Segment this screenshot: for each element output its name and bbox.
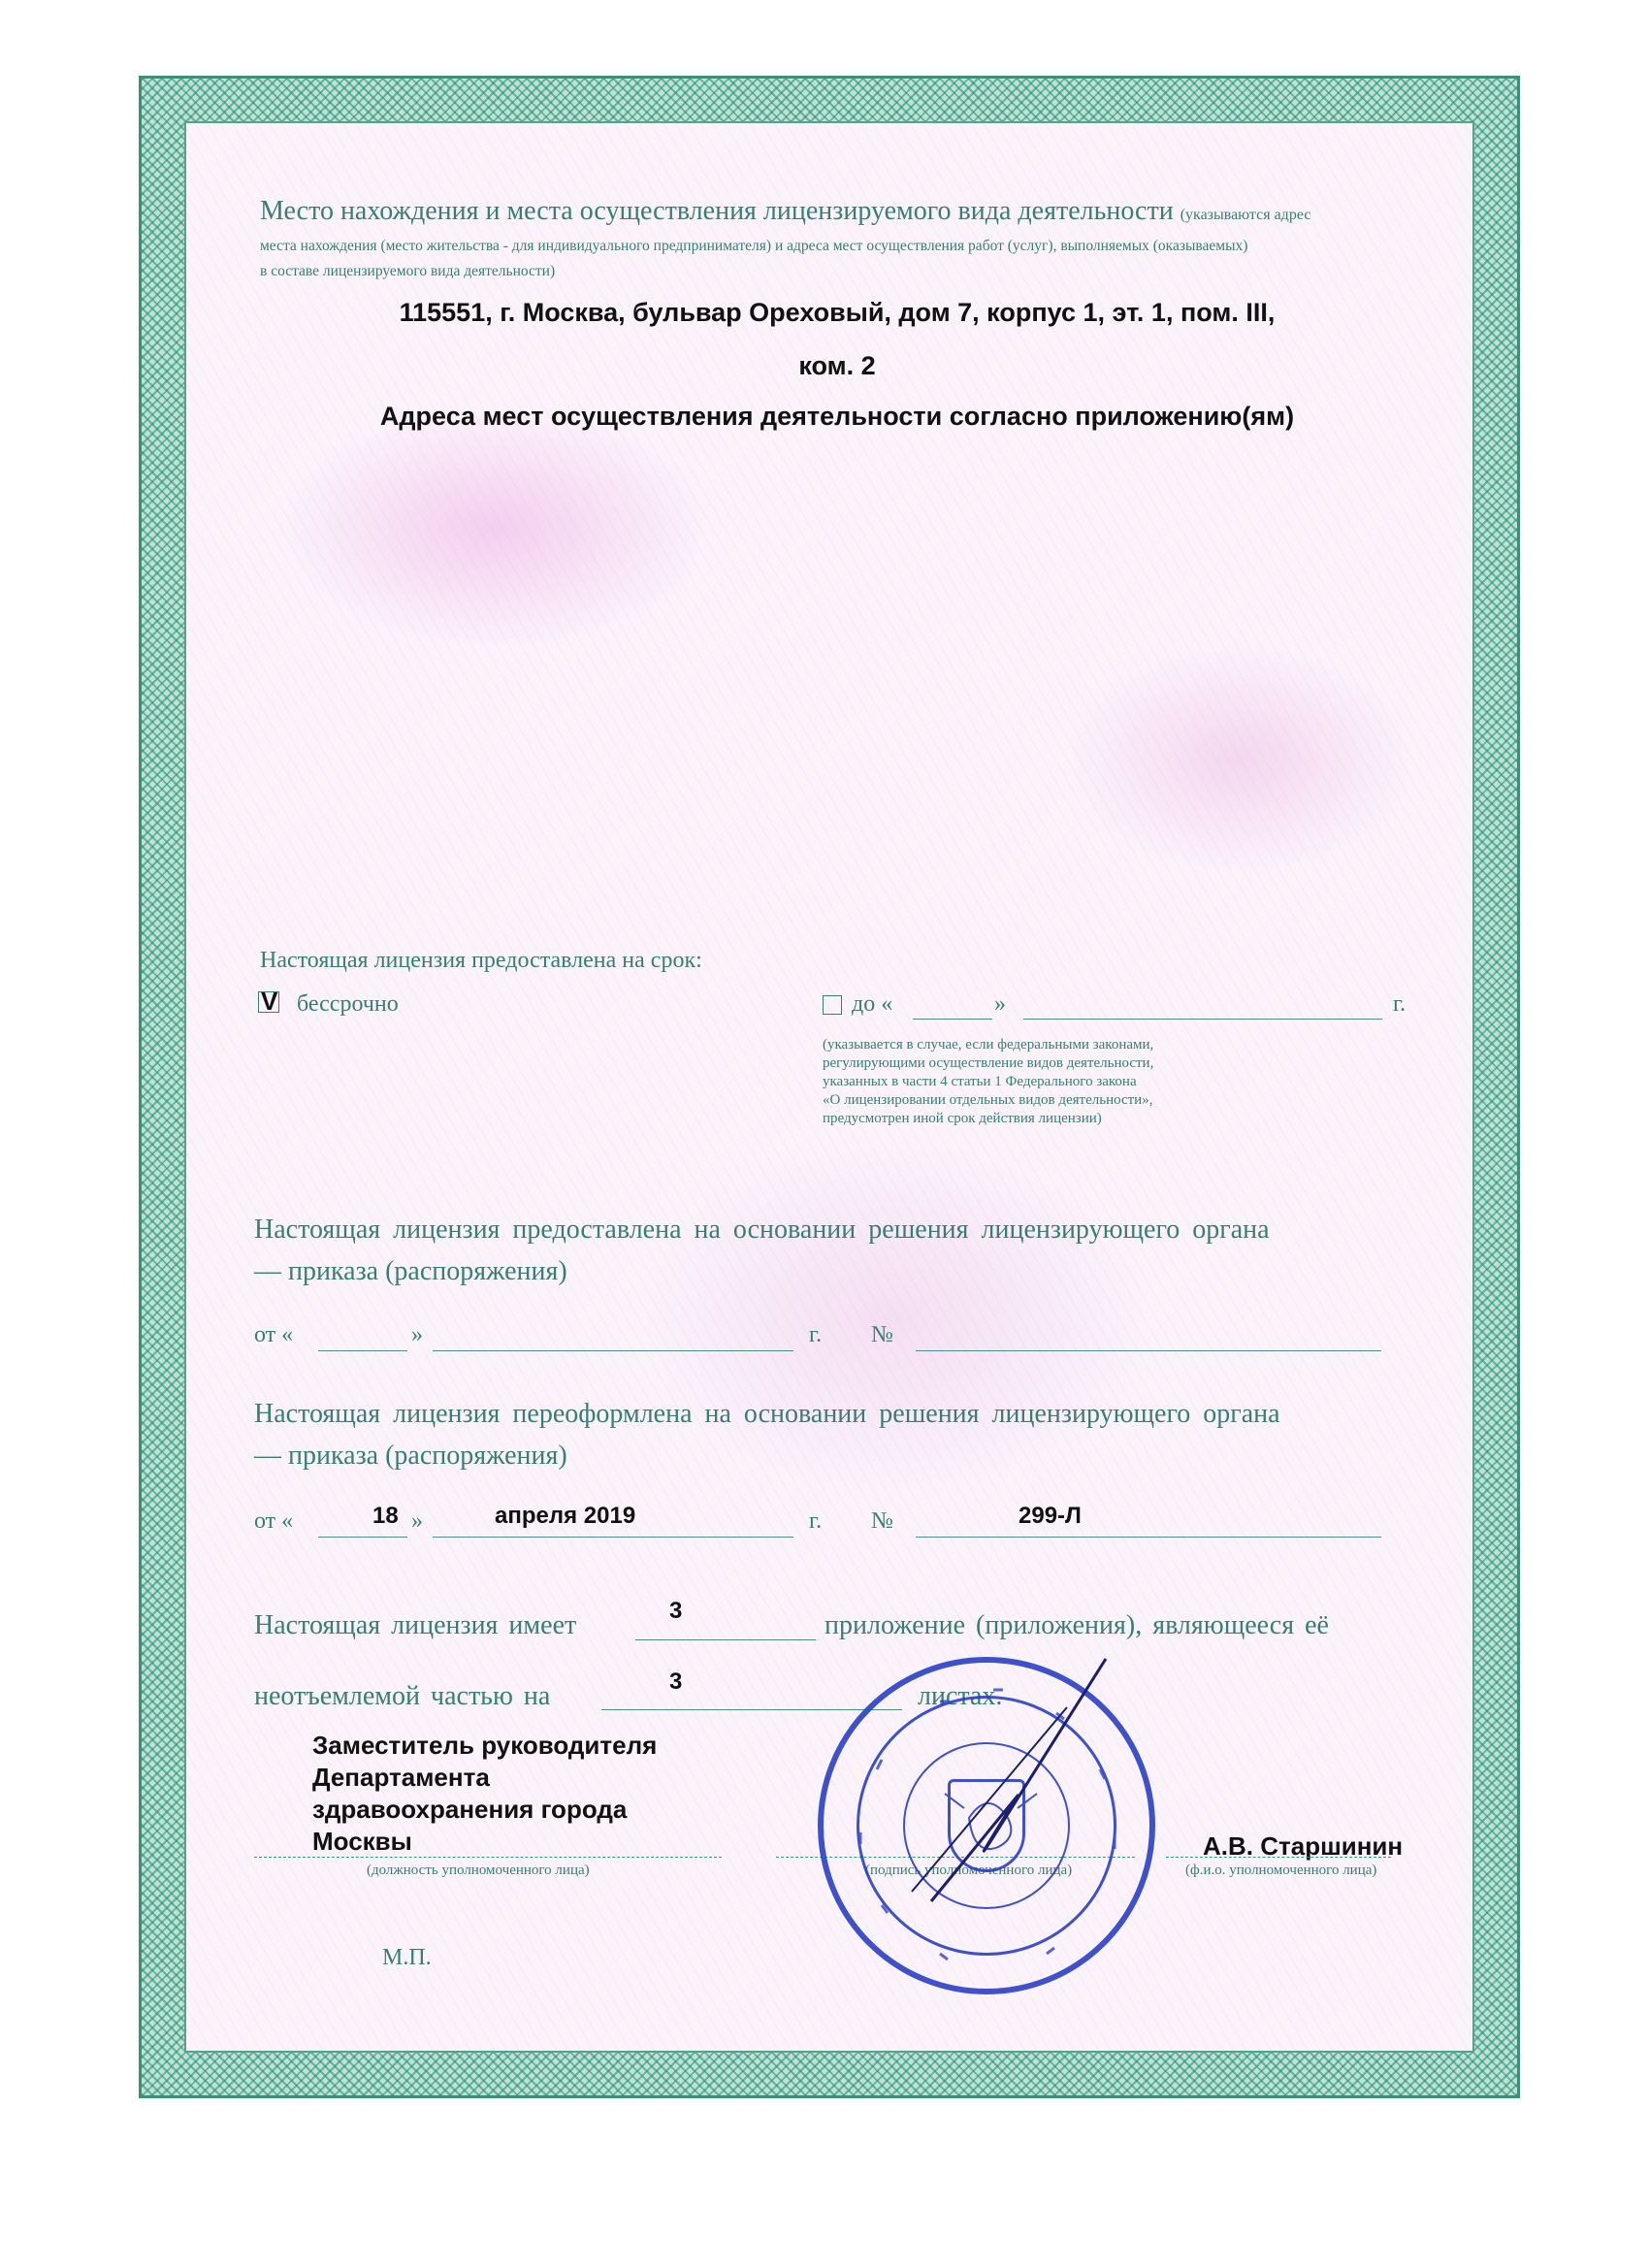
name-caption: (ф.и.о. уполномоченного лица) xyxy=(1185,1863,1377,1878)
reissued-line-1: Настоящая лицензия переоформлена на основании решения лицензирующего органа xyxy=(254,1399,1280,1429)
granted-no: № xyxy=(871,1322,893,1347)
position-line xyxy=(254,1857,722,1858)
location-heading xyxy=(260,196,1310,227)
appendix-count-line xyxy=(635,1639,816,1640)
until-month-line xyxy=(1023,1019,1382,1020)
sheets-suffix: листах. xyxy=(918,1681,1003,1711)
term-until-prefix: до « xyxy=(852,991,893,1017)
address-line-2: ком. 2 xyxy=(798,351,876,380)
sheets-count: 3 xyxy=(669,1669,683,1695)
term-heading: Настоящая лицензия предоставлена на срок: xyxy=(260,948,702,973)
location-note-3: в составе лицензируемого вида деятельности) xyxy=(260,263,556,279)
reissued-number-line xyxy=(916,1537,1381,1538)
granted-line-1: Настоящая лицензия предоставлена на основании решения лицензирующего органа xyxy=(254,1215,1270,1245)
granted-day-line xyxy=(318,1350,407,1351)
reissued-no: № xyxy=(871,1508,893,1534)
term-year-suffix: г. xyxy=(1393,991,1406,1017)
checkmark-icon: V xyxy=(261,987,278,1016)
signer-position-line: здравоохранения города xyxy=(312,1795,628,1824)
location-note-2: места нахождения (место жительства - для индивидуального предпринимателя) и адреса мест осуществления работ (услуг), выполняемых (оказываемых) xyxy=(260,238,1248,254)
location-note-1: (указываются адрес xyxy=(1180,207,1311,223)
signer-position-line: Департамента xyxy=(312,1763,490,1792)
reissued-day: 18 xyxy=(372,1503,399,1529)
address-line-3: Адреса мест осуществления деятельности согласно приложению(ям) xyxy=(379,402,1295,431)
until-checkbox[interactable] xyxy=(823,995,842,1015)
signer-name: А.В. Старшинин xyxy=(1203,1831,1404,1861)
term-note-line: регулирующими осуществление видов деятельности, xyxy=(823,1055,1154,1071)
reissued-line-2: — приказа (распоряжения) xyxy=(254,1441,567,1471)
term-until-mid: » xyxy=(994,991,1006,1017)
term-note-line: «О лицензировании отдельных видов деятельности», xyxy=(823,1092,1153,1108)
reissued-number: 299-Л xyxy=(1018,1503,1082,1529)
signer-position-line: Москвы xyxy=(312,1827,412,1856)
signer-position-line: Заместитель руководителя xyxy=(312,1731,658,1760)
appendix-count: 3 xyxy=(669,1598,683,1624)
reissued-year: г. xyxy=(809,1508,823,1534)
granted-month-line xyxy=(433,1350,793,1351)
granted-number-line xyxy=(916,1350,1381,1351)
reissued-month-year: апреля 2019 xyxy=(495,1503,636,1529)
term-note-line: предусмотрен иной срок действия лицензии) xyxy=(823,1111,1102,1126)
term-indefinite-label: бессрочно xyxy=(297,991,399,1017)
signer-position xyxy=(312,1730,657,1858)
name-line xyxy=(1166,1857,1391,1858)
term-note-line: (указывается в случае, если федеральными законами, xyxy=(823,1037,1154,1053)
term-note-line: указанных в части 4 статьи 1 Федерального закона xyxy=(823,1074,1137,1089)
appendix-suffix: приложение (приложения), являющееся её xyxy=(824,1610,1329,1640)
handwritten-signature xyxy=(873,1649,1125,1921)
signature-caption: (подпись уполномоченного лица) xyxy=(865,1863,1073,1878)
appendix-prefix: Настоящая лицензия имеет xyxy=(254,1610,577,1640)
until-day-line xyxy=(913,1019,992,1020)
reissued-month-line xyxy=(433,1537,793,1538)
reissued-from: от « xyxy=(254,1508,294,1534)
reissued-day-line xyxy=(318,1537,407,1538)
sheets-prefix: неотъемлемой частью на xyxy=(254,1681,551,1711)
granted-from: от « xyxy=(254,1322,294,1347)
location-heading-text: Место нахождения и места осуществления лицензируемого вида деятельности xyxy=(260,196,1174,226)
indefinite-checkbox[interactable] xyxy=(258,987,279,1016)
address-line-1: 115551, г. Москва, бульвар Ореховый, дом 7, корпус 1, эт. 1, пом. III, xyxy=(399,298,1276,327)
term-note xyxy=(823,1036,1153,1128)
granted-year: г. xyxy=(809,1322,823,1347)
granted-line-2: — приказа (распоряжения) xyxy=(254,1256,567,1286)
position-caption: (должность уполномоченного лица) xyxy=(367,1863,590,1878)
seal-place: М.П. xyxy=(382,1945,432,1970)
granted-quote: » xyxy=(411,1322,423,1347)
reissued-quote: » xyxy=(411,1508,423,1534)
